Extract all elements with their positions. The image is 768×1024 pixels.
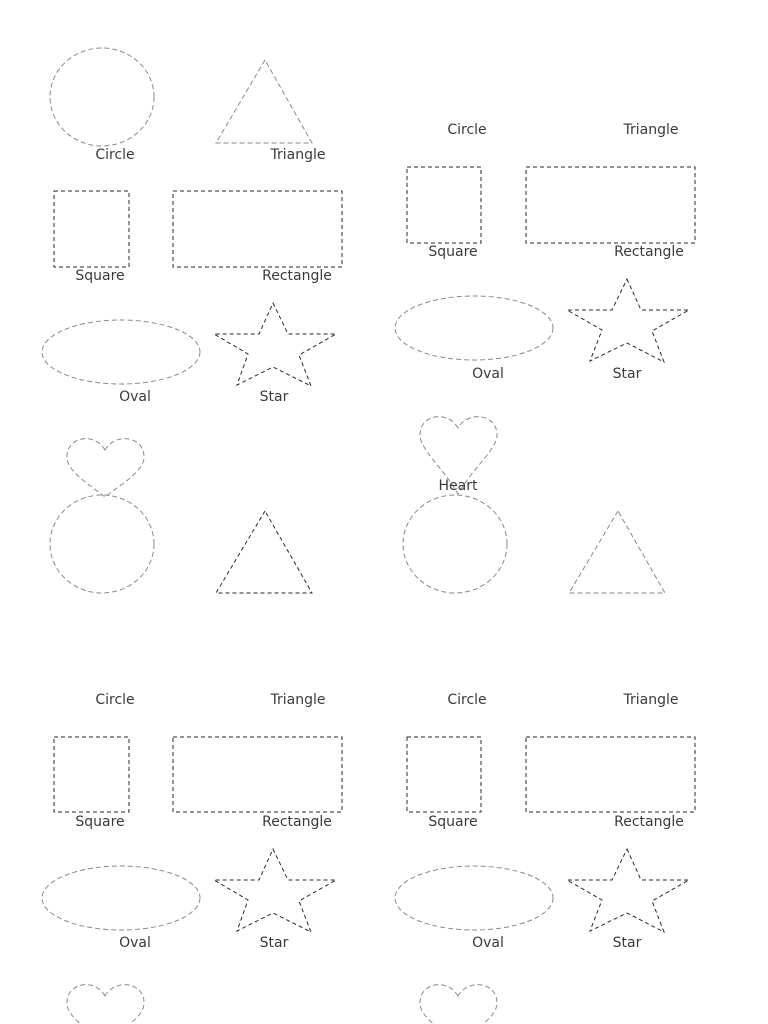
circle-label: Circle	[447, 122, 487, 138]
star-shape	[567, 279, 689, 362]
panel-top-left	[42, 48, 342, 593]
triangle-shape	[216, 60, 312, 143]
circle-label: Circle	[447, 692, 487, 708]
circle-shape	[403, 495, 507, 593]
rectangle-shape	[526, 737, 695, 812]
star-shape	[214, 849, 336, 932]
oval-label: Oval	[119, 389, 151, 405]
oval-shape	[42, 866, 200, 930]
star-label: Star	[612, 366, 642, 382]
oval-shape	[395, 866, 553, 930]
oval-label: Oval	[472, 366, 504, 382]
rectangle-label: Rectangle	[614, 244, 684, 260]
circle-label: Circle	[95, 147, 135, 163]
triangle-label: Triangle	[270, 692, 326, 708]
oval-label: Oval	[472, 935, 504, 951]
rectangle-shape	[526, 167, 695, 243]
rectangle-shape	[173, 737, 342, 812]
triangle-shape	[216, 511, 312, 593]
triangle-shape	[569, 511, 665, 593]
triangle-label: Triangle	[623, 692, 679, 708]
rectangle-label: Rectangle	[614, 814, 684, 830]
oval-label: Oval	[119, 935, 151, 951]
panel-bottom-left	[42, 692, 342, 1024]
heart-shape	[420, 985, 497, 1024]
heart-label: Heart	[438, 478, 478, 494]
star-shape	[567, 849, 689, 932]
oval-shape	[42, 320, 200, 384]
square-label: Square	[75, 814, 125, 830]
star-label: Star	[259, 935, 289, 951]
heart-shape	[67, 985, 144, 1024]
rectangle-label: Rectangle	[262, 268, 332, 284]
oval-shape	[395, 296, 553, 360]
square-shape	[54, 191, 129, 267]
triangle-label: Triangle	[270, 147, 326, 163]
circle-label: Circle	[95, 692, 135, 708]
star-shape	[214, 303, 336, 386]
circle-shape	[50, 495, 154, 593]
panel-bottom-right	[395, 692, 695, 1024]
square-label: Square	[428, 814, 478, 830]
square-shape	[407, 167, 481, 243]
square-shape	[54, 737, 129, 812]
rectangle-shape	[173, 191, 342, 267]
rectangle-label: Rectangle	[262, 814, 332, 830]
circle-shape	[50, 48, 154, 146]
square-label: Square	[75, 268, 125, 284]
square-shape	[407, 737, 481, 812]
square-label: Square	[428, 244, 478, 260]
star-label: Star	[259, 389, 289, 405]
panel-top-right	[395, 122, 695, 593]
heart-shape	[67, 439, 144, 497]
star-label: Star	[612, 935, 642, 951]
triangle-label: Triangle	[623, 122, 679, 138]
